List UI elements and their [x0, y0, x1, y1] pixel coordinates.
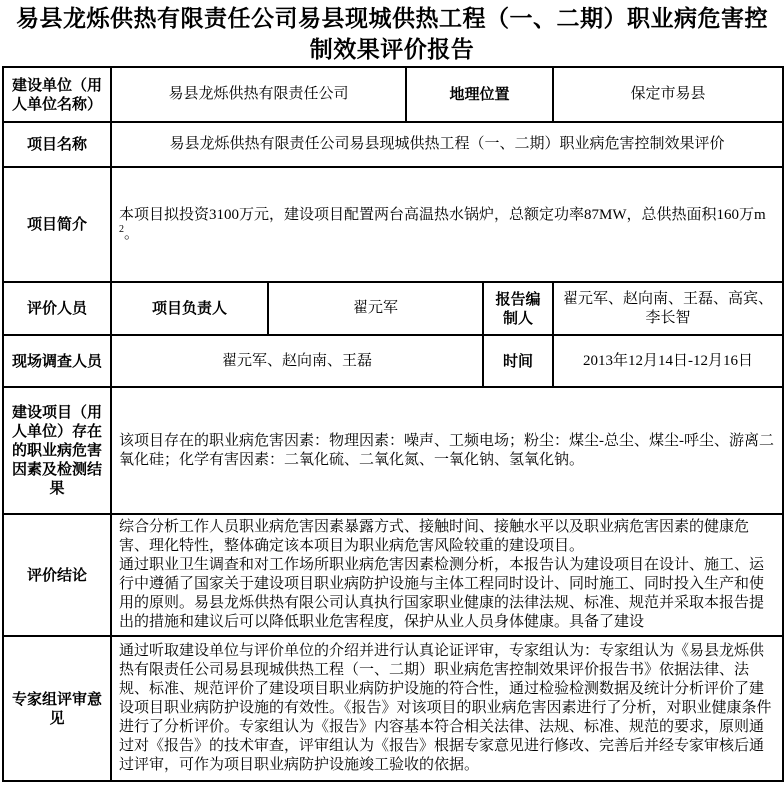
row-hazard-factors	[3, 387, 783, 514]
time-label: 时间	[483, 335, 553, 387]
row-evaluators	[3, 282, 783, 335]
conclusion-label: 评价结论	[3, 514, 111, 636]
project-leader-label: 项目负责人	[111, 282, 268, 335]
construction-unit-label: 建设单位（用人单位名称）	[3, 67, 111, 122]
construction-unit-value: 易县龙烁供热有限责任公司	[111, 67, 406, 122]
evaluators-label: 评价人员	[3, 282, 111, 335]
hazard-factors-value: 该项目存在的职业病危害因素：物理因素：噪声、工频电场；粉尘：煤尘-总尘、煤尘-呼尘、游离二氧化硅；化学有害因素：二氧化硫、二氧化氮、一氧化钠、氢氧化钠。	[111, 387, 783, 514]
site-survey-value: 翟元军、赵向南、王磊	[111, 335, 483, 387]
square-meter-superscript: 2	[119, 223, 124, 235]
row-project-name	[3, 122, 783, 167]
row-expert-review	[3, 636, 783, 781]
site-survey-label: 现场调查人员	[3, 335, 111, 387]
report-editor-label: 报告编制人	[483, 282, 553, 335]
project-intro-value	[111, 167, 783, 282]
row-construction-unit	[3, 67, 783, 122]
expert-review-value: 通过听取建设单位与评价单位的介绍并进行认真论证评审，专家组认为：专家组认为《易县龙烁供热有限责任公司易县现城供热工程（一、二期）职业病危害控制效果评价报告书》依据法律、法规、标准、规范评价了建设项目职业病防护设施的符合性，通过检验检测数据及统计分析评价了建设项目职业病防护设施的有效性。《报告》对该项目的职业病危害因素进行了分析，对职业健康条件进行了分析评价。专家组认为《报告》内容基本符合相关法律、法规、标准、规范的要求，原则通过对《报告》的技术审查，评审组认为《报告》根据专家意见进行修改、完善后并经专家审核后通过评审，可作为项目职业病防护设施竣工验收的依据。	[111, 636, 783, 781]
row-site-survey	[3, 335, 783, 387]
location-label: 地理位置	[406, 67, 553, 122]
project-name-label: 项目名称	[3, 122, 111, 167]
project-name-value: 易县龙烁供热有限责任公司易县现城供热工程（一、二期）职业病危害控制效果评价	[111, 122, 783, 167]
project-intro-label: 项目简介	[3, 167, 111, 282]
row-conclusion	[3, 514, 783, 636]
project-intro-text: 本项目拟投资3100万元，建设项目配置两台高温热水锅炉，总额定功率87MW，总供热面积160万m	[119, 206, 766, 223]
project-intro-period: 。	[124, 225, 140, 242]
conclusion-paragraph-2: 通过职业卫生调查和对工作场所职业病危害因素检测分析，本报告认为建设项目在设计、施工、运行中遵循了国家关于建设项目职业病防护设施与主体工程同时设计、同时施工、同时投入生产和使用的原则。易县龙烁供热有限公司认真执行国家职业健康的法律法规、标准、规范并采取本报告提出的措施和建议后可以降低职业危害程度，保护从业人员身体健康。具备了建设	[119, 557, 765, 630]
project-leader-value: 翟元军	[268, 282, 483, 335]
conclusion-paragraph-1: 综合分析工作人员职业病危害因素暴露方式、接触时间、接触水平以及职业病危害因素的健康危害、理化特性，整体确定该本项目为职业病危害风险较重的建设项目。	[119, 519, 750, 554]
report-table	[2, 66, 784, 782]
conclusion-value	[111, 514, 783, 636]
hazard-factors-label: 建设项目（用人单位）存在的职业病危害因素及检测结果	[3, 387, 111, 514]
location-value: 保定市易县	[553, 67, 783, 122]
row-project-intro	[3, 167, 783, 282]
time-value: 2013年12月14日-12月16日	[553, 335, 783, 387]
document-title: 易县龙烁供热有限责任公司易县现城供热工程（一、二期）职业病危害控制效果评价报告	[16, 6, 768, 62]
expert-review-label: 专家组评审意见	[3, 636, 111, 781]
report-editor-value: 翟元军、赵向南、王磊、高宾、李长智	[553, 282, 783, 335]
